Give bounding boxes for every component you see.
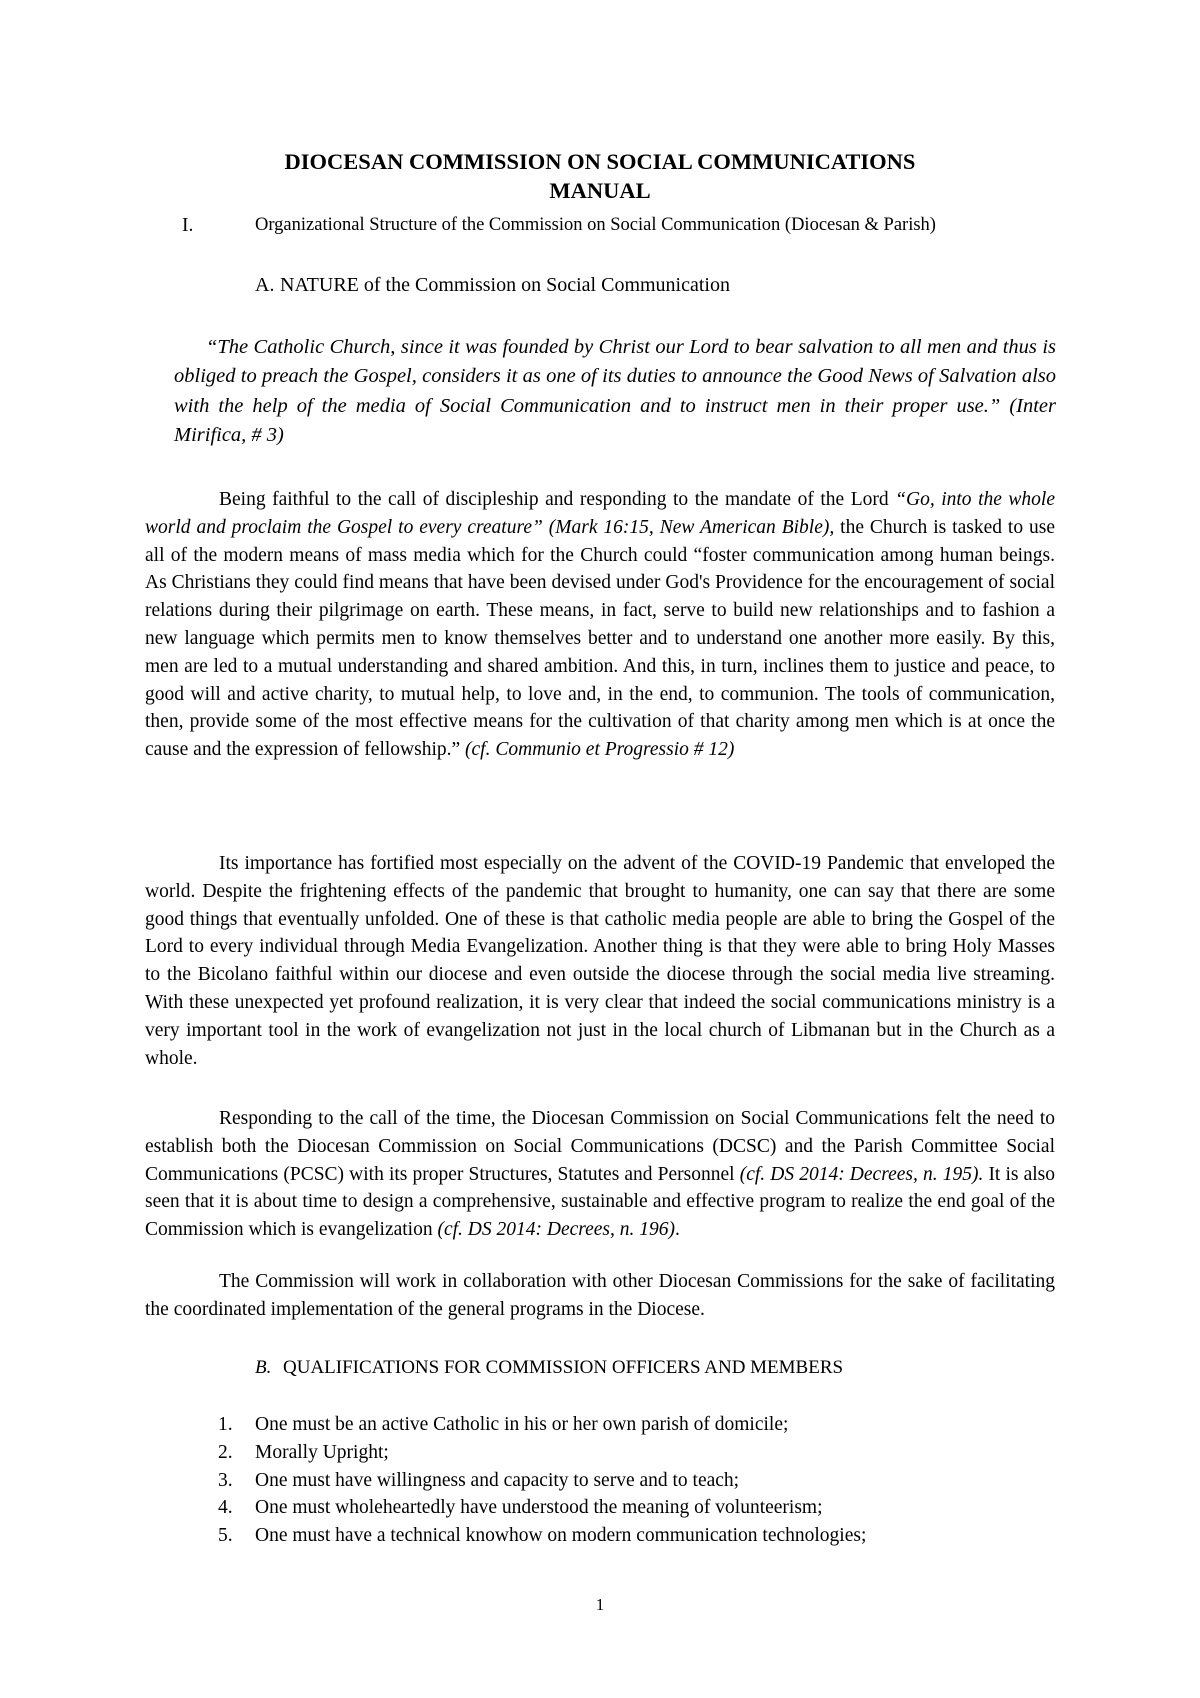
list-item-text: One must have willingness and capacity to serve and to teach; [255, 1469, 740, 1491]
paragraph-3 [145, 1105, 1055, 1244]
paragraph-3-part-c: It is also seen that it is about time to design a comprehensive, sustainable and effective program to realize the end goal of the Commission which is evangelization [145, 1163, 1055, 1241]
paragraph-3-end: . [675, 1219, 680, 1241]
list-item-number: 4. [218, 1497, 233, 1519]
title-line-1: DIOCESAN COMMISSION ON SOCIAL COMMUNICATIONS [284, 149, 916, 174]
section-heading: Organizational Structure of the Commission on Social Communication (Diocesan & Parish) [255, 215, 936, 235]
page-number: 1 [595, 1595, 605, 1614]
qualifications-list [218, 1411, 866, 1550]
title-line-2: MANUAL [549, 178, 651, 203]
paragraph-1-part-a: Being faithful to the call of discipleship and responding to the mandate of the Lord [219, 489, 896, 510]
list-item [218, 1439, 866, 1467]
paragraph-1-part-c: the Church is tasked to use all of the modern means of mass media which for the Church could “foster communication among human beings. As Christians they could find means that have been devised under God's Providence for the encouragement of social relations during their pilgrimage on earth. These means, in fact, serve to build new relationships and to fashion a new language which permits men to know themselves better and to understand one another more easily. By this, men are led to a mutual understanding and shared ambition. And this, in turn, inclines them to justice and peace, to good will and active charity, to mutual help, to love and, in the end, to communion. The tools of communication, then, provide some of the most effective means for the cultivation of that charity among men which is at once the cause and the expression of fellowship.” [145, 516, 1055, 761]
list-item [218, 1522, 866, 1550]
list-item-number: 2. [218, 1441, 233, 1463]
quote-text: “The Catholic Church, since it was founded by Christ our Lord to bear salvation to all men and thus is obliged to preach the Gospel, considers it as one of its duties to announce the Good News of Salvation also with the help of the media of Social Communication and to instruct men in their proper use.” (Inter Mirifica, # 3) [174, 336, 1056, 446]
document-title [145, 147, 1055, 205]
paragraph-1 [145, 486, 1055, 764]
subsection-b-label: B. [255, 1357, 272, 1378]
paragraph-3-citation-2: (cf. DS 2014: Decrees, n. 196) [437, 1219, 676, 1241]
paragraph-3-citation-1: (cf. DS 2014: Decrees, n. 195). [739, 1163, 984, 1185]
list-item-number: 3. [218, 1469, 233, 1491]
paragraph-1-citation: (cf. Communio et Progressio # 12) [465, 739, 735, 761]
paragraph-1-scripture: “Go, into the whole world and proclaim the Gospel to every creature” (Mark 16:15, New American Bible), [145, 489, 1055, 538]
subsection-b-heading [255, 1354, 843, 1382]
subsection-b-text: QUALIFICATIONS FOR COMMISSION OFFICERS AND MEMBERS [283, 1357, 844, 1378]
paragraph-4: The Commission will work in collaboration with other Diocesan Commissions for the sake of facilitating the coordinated implementation of the general programs in the Diocese. [145, 1271, 1055, 1320]
list-item-text: One must have a technical knowhow on modern communication technologies; [255, 1525, 867, 1547]
subsection-a-text: NATURE of the Commission on Social Communication [280, 274, 730, 296]
list-item-text: One must wholeheartedly have understood the meaning of volunteerism; [255, 1497, 823, 1519]
subsection-a-heading [255, 272, 730, 300]
list-item-text: Morally Upright; [255, 1441, 389, 1463]
list-item [218, 1411, 866, 1439]
paragraph-2: Its importance has fortified most especially on the advent of the COVID-19 Pandemic that enveloped the world. Despite the frightening effects of the pandemic that brought to humanity, one can say that there are some good things that eventually unfolded. One of these is that catholic media people are able to bring the Gospel of the Lord to every individual through Media Evangelization. Another thing is that they were able to bring Holy Masses to the Bicolano faithful within our diocese and even outside the diocese through the social media live streaming. With these unexpected yet profound realization, it is very clear that indeed the social communications ministry is a very important tool in the work of evangelization not just in the local church of Libmanan but in the Church as a whole. [145, 853, 1055, 1069]
inter-mirifica-quote [174, 333, 1056, 450]
list-item-number: 5. [218, 1525, 233, 1547]
list-item [218, 1467, 866, 1495]
list-item [218, 1494, 866, 1522]
subsection-a-label: A. [255, 274, 275, 296]
list-item-number: 1. [218, 1414, 233, 1435]
paragraph-3-part-a: Responding to the call of the time, the Diocesan Commission on Social Communications felt the need to establish both the Diocesan Commission on Social Communications (DCSC) and the Parish Committee Social Communications (PCSC) with its proper Structures, Statutes and Personnel [145, 1108, 1055, 1185]
section-number: I. [182, 215, 194, 236]
list-item-text: One must be an active Catholic in his or her own parish of domicile; [255, 1414, 789, 1435]
